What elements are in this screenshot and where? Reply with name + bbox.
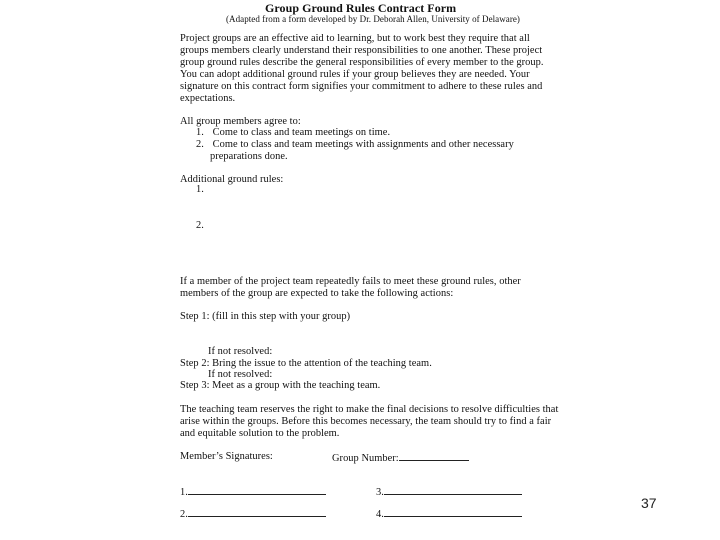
item-text-continued: preparations done. (210, 151, 288, 162)
group-number-label: Group Number: (332, 453, 399, 464)
signature-slot[interactable] (180, 507, 326, 521)
intro-line: You can adopt additional ground rules if your group believes they are needed. Your (180, 69, 530, 80)
additional-item-number: 2. (196, 220, 204, 231)
intro-line: group ground rules describe the general responsibilities of every member to the group. (180, 57, 544, 68)
form-title: Group Ground Rules Contract Form (265, 1, 457, 15)
failure-line: members of the group are expected to take the following actions: (180, 288, 454, 299)
signature-line[interactable] (384, 507, 522, 517)
signature-line[interactable] (384, 485, 522, 495)
signature-slot[interactable] (376, 507, 522, 521)
slot-number: 1. (180, 487, 188, 498)
step-1: Step 1: (fill in this step with your group) (180, 311, 351, 322)
item-number: 2. (196, 139, 204, 150)
slot-number: 2. (180, 509, 188, 520)
form-subtitle: (Adapted from a form developed by Dr. Deborah Allen, University of Delaware) (226, 14, 520, 24)
item-text: Come to class and team meetings on time. (212, 127, 391, 138)
additional-item-number: 1. (196, 184, 204, 195)
intro-line: Project groups are an effective aid to learning, but to work best they require that all (180, 33, 530, 44)
additional-heading: Additional ground rules: (180, 174, 284, 185)
agreement-heading: All group members agree to: (180, 116, 301, 127)
group-number-field[interactable] (332, 451, 469, 465)
failure-line: If a member of the project team repeatedly fails to meet these ground rules, other (180, 276, 521, 287)
reserve-line: and equitable solution to the problem. (180, 428, 340, 439)
slot-number: 3. (376, 487, 384, 498)
signature-slot[interactable] (180, 485, 326, 499)
item-number: 1. (196, 127, 204, 138)
not-resolved-label: If not resolved: (208, 346, 273, 357)
item-text: Come to class and team meetings with assignments and other necessary (212, 139, 514, 150)
intro-line: signature on this contract form signifies your commitment to adhere to these rules and (180, 81, 543, 92)
agreement-item (196, 139, 514, 151)
step-3: Step 3: Meet as a group with the teaching team. (180, 380, 381, 391)
intro-line: expectations. (180, 93, 236, 104)
group-number-blank[interactable] (399, 451, 469, 461)
reserve-line: arise within the groups. Before this becomes necessary, the team should try to find a fair (180, 416, 552, 427)
signatures-label: Member’s Signatures: (180, 451, 273, 462)
step-2: Step 2: Bring the issue to the attention of the teaching team. (180, 358, 432, 369)
reserve-line: The teaching team reserves the right to make the final decisions to resolve difficulties that (180, 404, 559, 415)
signature-slot[interactable] (376, 485, 522, 499)
signature-line[interactable] (188, 485, 326, 495)
page-number: 37 (641, 495, 657, 511)
intro-line: groups members clearly understand their responsibilities to one another. These project (180, 45, 543, 56)
not-resolved-label: If not resolved: (208, 369, 273, 380)
signature-line[interactable] (188, 507, 326, 517)
agreement-item (196, 127, 390, 139)
slot-number: 4. (376, 509, 384, 520)
